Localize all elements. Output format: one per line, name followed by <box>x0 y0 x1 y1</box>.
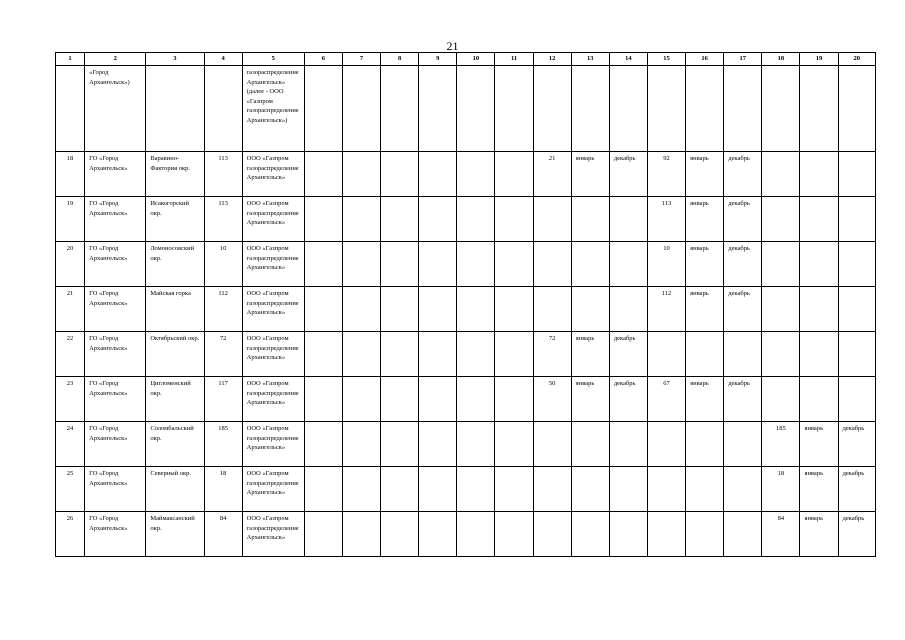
table-cell: Маймаксанский окр. <box>146 512 204 557</box>
table-cell <box>609 197 647 242</box>
column-number-header: 5 <box>242 53 304 66</box>
table-cell: декабрь <box>609 152 647 197</box>
table-cell <box>342 242 380 287</box>
table-cell <box>419 377 457 422</box>
table-cell <box>647 422 685 467</box>
table-cell: 112 <box>647 287 685 332</box>
table-row <box>56 332 876 377</box>
table-cell: январь <box>800 422 838 467</box>
table-cell: ГО «Город Архангельск» <box>85 197 146 242</box>
table-cell <box>838 197 875 242</box>
column-number-header: 19 <box>800 53 838 66</box>
table-cell: декабрь <box>724 197 762 242</box>
table-cell <box>533 512 571 557</box>
table-cell <box>304 197 342 242</box>
table-cell <box>647 66 685 152</box>
table-cell: ГО «Город Архангельск» <box>85 242 146 287</box>
table-cell <box>419 332 457 377</box>
table-cell <box>56 66 85 152</box>
table-row <box>56 242 876 287</box>
table-cell: январь <box>800 467 838 512</box>
table-cell <box>457 152 495 197</box>
table-cell <box>647 332 685 377</box>
table-cell: 92 <box>647 152 685 197</box>
column-number-header: 2 <box>85 53 146 66</box>
table-cell <box>304 242 342 287</box>
table-cell <box>419 467 457 512</box>
table-cell <box>724 422 762 467</box>
table-cell <box>571 242 609 287</box>
row-number-cell: 26 <box>56 512 85 557</box>
table-cell <box>342 152 380 197</box>
table-cell <box>419 512 457 557</box>
column-number-row <box>56 53 876 66</box>
table-cell <box>495 512 533 557</box>
table-cell <box>495 66 533 152</box>
table-cell <box>381 377 419 422</box>
table-cell <box>800 377 838 422</box>
table-cell: январь <box>686 152 724 197</box>
table-cell: январь <box>571 332 609 377</box>
table-cell <box>762 152 800 197</box>
column-number-header: 12 <box>533 53 571 66</box>
table-cell: 50 <box>533 377 571 422</box>
table-cell <box>609 512 647 557</box>
table-cell: ООО «Газпром газораспределение Архангельск» <box>242 512 304 557</box>
table-cell: газораспределение Архангельск» (далее - ООО «Газпром газораспределение Архангельск») <box>242 66 304 152</box>
column-number-header: 4 <box>204 53 242 66</box>
table-cell <box>762 66 800 152</box>
row-number-cell: 18 <box>56 152 85 197</box>
table-cell <box>495 467 533 512</box>
row-number-cell: 24 <box>56 422 85 467</box>
table-row <box>56 467 876 512</box>
table-cell: Соломбальский окр. <box>146 422 204 467</box>
table-cell <box>495 287 533 332</box>
table-cell <box>419 66 457 152</box>
table-cell <box>457 242 495 287</box>
table-cell <box>381 152 419 197</box>
table-cell: январь <box>686 287 724 332</box>
table-cell <box>457 512 495 557</box>
table-cell <box>686 66 724 152</box>
table-cell <box>381 197 419 242</box>
table-cell: ООО «Газпром газораспределение Архангельск» <box>242 242 304 287</box>
table-row <box>56 287 876 332</box>
table-cell <box>800 197 838 242</box>
table-cell <box>609 422 647 467</box>
table-cell <box>647 467 685 512</box>
table-cell <box>838 377 875 422</box>
table-cell <box>457 332 495 377</box>
table-cell <box>204 66 242 152</box>
table-cell <box>571 512 609 557</box>
table-cell <box>724 467 762 512</box>
table-cell <box>381 66 419 152</box>
table-cell: 72 <box>204 332 242 377</box>
table-cell: ООО «Газпром газораспределение Архангельск» <box>242 467 304 512</box>
table-cell <box>342 467 380 512</box>
table-cell <box>609 242 647 287</box>
row-number-cell: 20 <box>56 242 85 287</box>
table-cell <box>762 242 800 287</box>
table-cell: январь <box>686 197 724 242</box>
table-cell <box>304 332 342 377</box>
table-cell <box>419 287 457 332</box>
table-cell <box>457 422 495 467</box>
table-cell <box>495 332 533 377</box>
table-cell <box>686 332 724 377</box>
table-cell <box>381 242 419 287</box>
page-number: 21 <box>446 39 459 53</box>
table-cell: декабрь <box>838 422 875 467</box>
table-cell <box>609 467 647 512</box>
table-cell <box>838 152 875 197</box>
table-cell: ООО «Газпром газораспределение Архангельск» <box>242 287 304 332</box>
table-cell: ООО «Газпром газораспределение Архангельск» <box>242 422 304 467</box>
table-cell: Варавино-Фактория окр. <box>146 152 204 197</box>
table-cell: январь <box>800 512 838 557</box>
column-number-header: 13 <box>571 53 609 66</box>
table-cell: декабрь <box>838 467 875 512</box>
table-cell <box>419 197 457 242</box>
table-cell <box>495 152 533 197</box>
table-cell <box>304 467 342 512</box>
column-number-header: 14 <box>609 53 647 66</box>
table-cell <box>457 467 495 512</box>
table-row <box>56 512 876 557</box>
table-cell <box>342 197 380 242</box>
table-cell: декабрь <box>724 242 762 287</box>
table-cell <box>457 377 495 422</box>
table-row <box>56 422 876 467</box>
table-cell: ГО «Город Архангельск» <box>85 332 146 377</box>
table-cell: 18 <box>762 467 800 512</box>
table-row <box>56 377 876 422</box>
table-cell <box>342 332 380 377</box>
table-cell <box>647 512 685 557</box>
table-row <box>56 197 876 242</box>
table-cell: 84 <box>762 512 800 557</box>
table-cell <box>342 66 380 152</box>
table-cell <box>304 512 342 557</box>
table-cell <box>495 242 533 287</box>
table-cell: 185 <box>762 422 800 467</box>
table-cell <box>686 467 724 512</box>
table-cell: Северный окр. <box>146 467 204 512</box>
table-cell <box>533 197 571 242</box>
table-cell <box>381 512 419 557</box>
table-cell <box>800 66 838 152</box>
table-cell <box>419 242 457 287</box>
table-cell <box>724 512 762 557</box>
table-cell <box>419 422 457 467</box>
table-cell: 113 <box>204 197 242 242</box>
table-cell <box>838 66 875 152</box>
table-cell: 18 <box>204 467 242 512</box>
table-cell: ООО «Газпром газораспределение Архангельск» <box>242 197 304 242</box>
table-cell <box>762 197 800 242</box>
table-cell <box>342 422 380 467</box>
table-cell: ГО «Город Архангельск» <box>85 422 146 467</box>
table-cell <box>571 422 609 467</box>
table-cell <box>800 332 838 377</box>
table-cell: 84 <box>204 512 242 557</box>
table-cell <box>457 287 495 332</box>
table-cell <box>838 332 875 377</box>
table-cell <box>495 197 533 242</box>
table-cell: январь <box>686 242 724 287</box>
table-cell <box>342 377 380 422</box>
table-cell <box>304 152 342 197</box>
table-cell: 10 <box>647 242 685 287</box>
column-number-header: 7 <box>342 53 380 66</box>
table-cell: 113 <box>204 152 242 197</box>
row-number-cell: 25 <box>56 467 85 512</box>
table-cell <box>609 287 647 332</box>
table-cell <box>762 332 800 377</box>
table-cell: 112 <box>204 287 242 332</box>
table-cell: Исакогорский окр. <box>146 197 204 242</box>
table-cell: декабрь <box>838 512 875 557</box>
row-number-cell: 22 <box>56 332 85 377</box>
table-cell <box>381 422 419 467</box>
table-cell <box>838 242 875 287</box>
table-cell <box>838 287 875 332</box>
table-cell <box>304 422 342 467</box>
table-cell <box>342 287 380 332</box>
table-cell: декабрь <box>609 377 647 422</box>
table-cell: Ломоносовский окр. <box>146 242 204 287</box>
table-cell: «Город Архангельск») <box>85 66 146 152</box>
row-number-cell: 21 <box>56 287 85 332</box>
table-cell: ГО «Город Архангельск» <box>85 287 146 332</box>
row-number-cell: 19 <box>56 197 85 242</box>
table-cell: ГО «Город Архангельск» <box>85 512 146 557</box>
table-cell <box>762 287 800 332</box>
table-cell: 67 <box>647 377 685 422</box>
table-cell <box>381 287 419 332</box>
table-cell: январь <box>571 377 609 422</box>
table-cell <box>381 467 419 512</box>
table-cell: декабрь <box>609 332 647 377</box>
table-cell <box>342 512 380 557</box>
table-row <box>56 152 876 197</box>
table-cell: ООО «Газпром газораспределение Архангельск» <box>242 332 304 377</box>
table-cell <box>800 152 838 197</box>
table-cell: 113 <box>647 197 685 242</box>
table-cell: 21 <box>533 152 571 197</box>
table-cell <box>304 66 342 152</box>
table-cell: Цигломенский окр. <box>146 377 204 422</box>
table-cell <box>571 287 609 332</box>
table-cell <box>762 377 800 422</box>
table-cell <box>533 66 571 152</box>
table-cell: ООО «Газпром газораспределение Архангельск» <box>242 152 304 197</box>
table-cell <box>495 377 533 422</box>
column-number-header: 3 <box>146 53 204 66</box>
table-cell <box>800 287 838 332</box>
column-number-header: 1 <box>56 53 85 66</box>
table-cell: 10 <box>204 242 242 287</box>
table-cell <box>571 66 609 152</box>
table-cell <box>571 197 609 242</box>
table-cell <box>457 197 495 242</box>
table-cell <box>533 242 571 287</box>
table-cell: декабрь <box>724 287 762 332</box>
column-number-header: 10 <box>457 53 495 66</box>
table-cell: декабрь <box>724 152 762 197</box>
table-cell <box>686 512 724 557</box>
table-cell: январь <box>686 377 724 422</box>
table-cell: ООО «Газпром газораспределение Архангельск» <box>242 377 304 422</box>
table-cell <box>381 332 419 377</box>
column-number-header: 16 <box>686 53 724 66</box>
table-cell: 185 <box>204 422 242 467</box>
column-number-header: 15 <box>647 53 685 66</box>
table-cell: Октябрьский окр. <box>146 332 204 377</box>
table-cell: ГО «Город Архангельск» <box>85 377 146 422</box>
table-cell: 117 <box>204 377 242 422</box>
table-cell: ГО «Город Архангельск» <box>85 152 146 197</box>
table-cell <box>686 422 724 467</box>
data-table <box>55 52 876 557</box>
table-cell <box>724 332 762 377</box>
table-cell <box>800 242 838 287</box>
table-cell <box>533 467 571 512</box>
column-number-header: 17 <box>724 53 762 66</box>
table-cell <box>457 66 495 152</box>
column-number-header: 20 <box>838 53 875 66</box>
table-cell <box>304 287 342 332</box>
table-cell <box>609 66 647 152</box>
table-cell: Майская горка <box>146 287 204 332</box>
table-cell: декабрь <box>724 377 762 422</box>
column-number-header: 9 <box>419 53 457 66</box>
table-row-continuation <box>56 66 876 152</box>
table-cell <box>571 467 609 512</box>
table-cell: 72 <box>533 332 571 377</box>
table-cell: январь <box>571 152 609 197</box>
table-cell <box>304 377 342 422</box>
table-cell: ГО «Город Архангельск» <box>85 467 146 512</box>
column-number-header: 11 <box>495 53 533 66</box>
column-number-header: 18 <box>762 53 800 66</box>
column-number-header: 8 <box>381 53 419 66</box>
table-cell <box>724 66 762 152</box>
table-cell <box>419 152 457 197</box>
table-cell <box>533 287 571 332</box>
table-cell <box>533 422 571 467</box>
row-number-cell: 23 <box>56 377 85 422</box>
column-number-header: 6 <box>304 53 342 66</box>
table-cell <box>495 422 533 467</box>
table-cell <box>146 66 204 152</box>
